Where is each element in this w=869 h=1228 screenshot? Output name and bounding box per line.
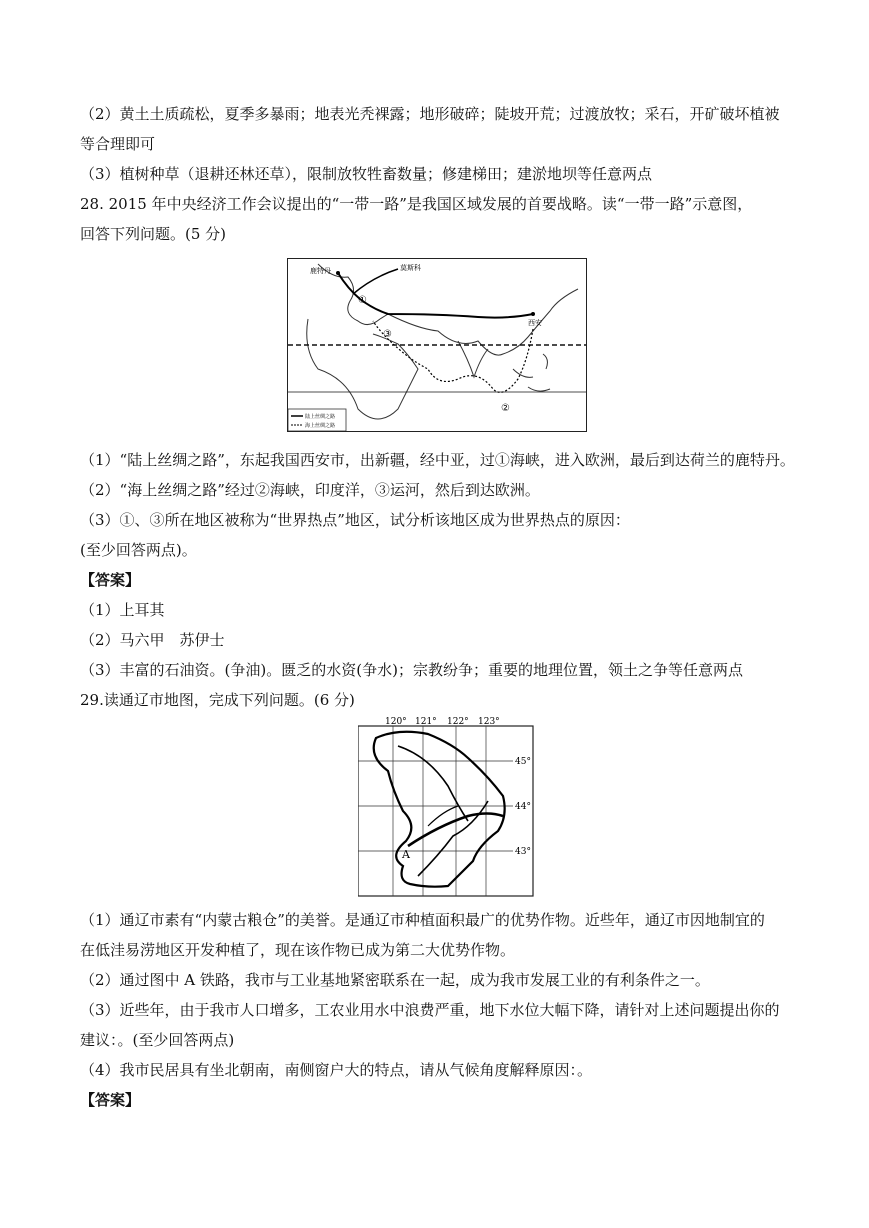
q28-stem-line-2: 回答下列问题。(5 分) bbox=[80, 225, 227, 243]
lon-121-label: 121° bbox=[415, 717, 437, 727]
q28-part-3-note: (至少回答两点)。 bbox=[80, 541, 197, 559]
q29-part-3-line-1: （3）近些年，由于我市人口增多，工农业用水中浪费严重，地下水位大幅下降，请针对上述问题提出你的 bbox=[80, 1001, 780, 1019]
q27-answer-2-line-2: 等合理即可 bbox=[80, 135, 156, 153]
lon-123-label: 123° bbox=[478, 717, 500, 727]
q28-answer-2: （2）马六甲 苏伊士 bbox=[80, 631, 225, 649]
q27-answer-3: （3）植树种草（退耕还林还草），限制放牧牲畜数量；修建梯田；建淤地坝等任意两点 bbox=[80, 165, 653, 183]
marker-2: ② bbox=[501, 403, 510, 414]
q28-answer-label: 【答案】 bbox=[80, 571, 141, 589]
marker-3: ③ bbox=[383, 329, 392, 340]
q28-part-2: （2）“海上丝绸之路”经过②海峡，印度洋，③运河，然后到达欧洲。 bbox=[80, 481, 540, 499]
sea-silk-road-route bbox=[373, 321, 533, 392]
lat-44-label: 44° bbox=[515, 802, 531, 812]
q29-stem: 29.读通辽市地图，完成下列问题。(6 分) bbox=[80, 691, 355, 709]
land-silk-road-route bbox=[338, 273, 533, 318]
q29-part-1-line-2: 在低洼易涝地区开发种植了，现在该作物已成为第二大优势作物。 bbox=[80, 941, 516, 959]
q29-part-2: （2）通过图中 A 铁路，我市与工业基地紧密联系在一起，成为我市发展工业的有利条件之一。 bbox=[80, 971, 710, 989]
xian-dot bbox=[531, 312, 535, 316]
q29-part-3-line-2: 建议：。(至少回答两点) bbox=[80, 1031, 235, 1049]
lon-120-label: 120° bbox=[385, 717, 407, 727]
q29-part-1-line-1: （1）通辽市素有“内蒙古粮仓”的美誉。是通辽市种植面积最广的优势作物。近些年，通辽市因地制宜的 bbox=[80, 911, 765, 929]
marker-1: ① bbox=[358, 295, 367, 306]
lat-45-label: 45° bbox=[515, 757, 531, 767]
q28-answer-1: （1）上耳其 bbox=[80, 601, 165, 619]
lat-43-label: 43° bbox=[515, 847, 531, 857]
tongliao-map bbox=[358, 716, 540, 898]
q28-part-3: （3）①、③所在地区被称为“世界热点”地区，试分析该地区成为世界热点的原因： bbox=[80, 511, 630, 529]
lon-122-label: 122° bbox=[447, 717, 469, 727]
q29-answer-label: 【答案】 bbox=[80, 1091, 141, 1109]
railway-a-label: A bbox=[402, 848, 410, 861]
q28-answer-3: （3）丰富的石油资。(争油)。匮乏的水资(争水)；宗教纷争；重要的地理位置，领土之争等任意两点 bbox=[80, 661, 743, 679]
rotterdam-label: 鹿特丹 bbox=[310, 267, 331, 275]
legend-land-label: 陆上丝绸之路 bbox=[305, 414, 336, 420]
legend-sea-label: 海上丝绸之路 bbox=[305, 423, 336, 429]
africa-coast bbox=[307, 319, 418, 419]
rotterdam-dot bbox=[336, 271, 340, 275]
se-asia-islands bbox=[513, 354, 550, 391]
q27-answer-2-line-1: （2）黄土土质疏松，夏季多暴雨；地表光秃裸露；地形破碎；陡坡开荒；过渡放牧；采石，开矿破坏植被 bbox=[80, 105, 780, 123]
q29-part-4: （4）我市民居具有坐北朝南，南侧窗户大的特点，请从气候角度解释原因：。 bbox=[80, 1061, 593, 1079]
q28-part-1: （1）“陆上丝绸之路”，东起我国西安市，出新疆，经中亚，过①海峡，进入欧洲，最后到达荷兰的鹿特丹。 bbox=[80, 451, 795, 469]
q28-stem-line-1: 28. 2015 年中央经济工作会议提出的“一带一路”是我国区域发展的首要战略。读“一带一路”示意图， bbox=[80, 195, 753, 213]
moscow-label: 莫斯科 bbox=[400, 264, 421, 272]
belt-and-road-map bbox=[287, 258, 587, 432]
tongliao-map-frame bbox=[358, 726, 533, 896]
moscow-branch bbox=[353, 269, 398, 294]
xian-label: 西安 bbox=[528, 319, 542, 327]
